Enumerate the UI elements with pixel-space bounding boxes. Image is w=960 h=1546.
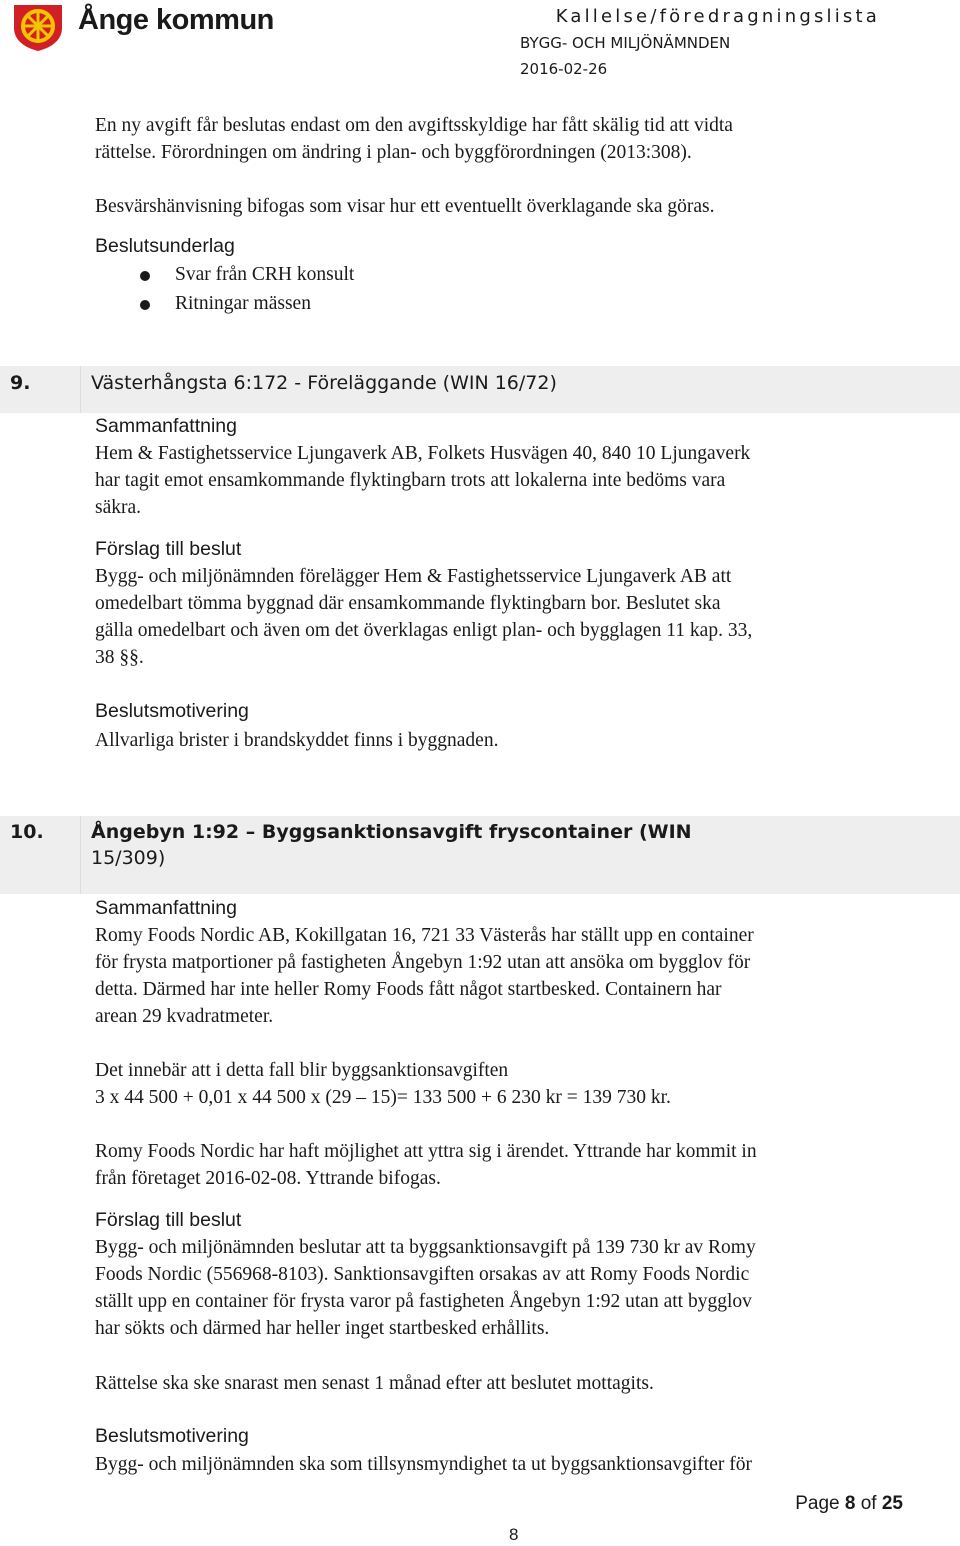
intro-paragraph-1: En ny avgift får beslutas endast om den avgiftsskyldige har fått skälig tid att vidta rättelse. Förordningen om ändring i plan- och byggförordningen (2013:308). — [95, 115, 733, 163]
board-name: BYGG- OCH MILJÖNÄMNDEN — [520, 34, 731, 52]
page-indicator: Page 8 of 25 — [795, 1493, 903, 1514]
forslag-heading: Förslag till beslut — [95, 1209, 242, 1231]
sammanfattning-text: Romy Foods Nordic AB, Kokillgatan 16, 721 33 Västerås har ställt upp en container för frysta matportioner på fastigheten Ångebyn 1:92 utan att ansöka om bygglov för detta. Därmed har inte heller Romy Foods fått något startbesked. Containern har arean 29 kvadratmeter. — [95, 925, 754, 1027]
forslag-text: Bygg- och miljönämnden förelägger Hem & Fastighetsservice Ljungaverk AB att omedelbart tömma byggnad där ensamkommande flyktingbarn bor. Beslutet ska gälla omedelbart och även om det överklagas enligt plan- och bygglagen 11 kap. 33, 38 §§. — [95, 566, 753, 668]
sammanfattning-text: Hem & Fastighetsservice Ljungaverk AB, Folkets Husvägen 40, 840 10 Ljungaverk har tagit emot ensamkommande flyktingbarn trots att lokalerna inte bedöms vara säkra. — [95, 443, 751, 518]
yttrande-text: Romy Foods Nordic har haft möjlighet att yttra sig i ärendet. Yttrande har kommit in från företaget 2016-02-08. Yttrande bifogas. — [95, 1141, 757, 1189]
beslutsmotivering-text: Bygg- och miljönämnden ska som tillsynsmyndighet ta ut byggsanktionsavgifter för — [95, 1454, 752, 1475]
agenda-item-9-header — [0, 366, 960, 413]
document-type: Kallelse/föredragningslista — [555, 6, 880, 27]
sammanfattning-heading: Sammanfattning — [95, 415, 237, 437]
agenda-item-number: 10. — [10, 821, 44, 843]
beslutsmotivering-heading: Beslutsmotivering — [95, 1425, 249, 1447]
agenda-item-title: Ångebyn 1:92 – Byggsanktionsavgift fryscontainer (WIN 15/309) — [91, 821, 692, 869]
rattelse-text: Rättelse ska ske snarast men senast 1 månad efter att beslutet mottagits. — [95, 1373, 654, 1394]
page-number: 8 — [509, 1525, 519, 1544]
bullet-icon — [140, 300, 150, 310]
intro-paragraph-2: Besvärshänvisning bifogas som visar hur ett eventuellt överklagande ska göras. — [95, 196, 715, 217]
bullet-icon — [140, 271, 150, 281]
beslutsunderlag-item: Ritningar mässen — [175, 293, 311, 314]
beslutsmotivering-heading: Beslutsmotivering — [95, 700, 249, 722]
agenda-item-title: Västerhångsta 6:172 - Föreläggande (WIN 16/72) — [91, 372, 557, 394]
sammanfattning-heading: Sammanfattning — [95, 897, 237, 919]
org-name: Ånge kommun — [78, 4, 274, 36]
beslutsunderlag-item: Svar från CRH konsult — [175, 264, 355, 285]
meeting-date: 2016-02-26 — [520, 60, 608, 78]
coat-of-arms-icon — [10, 2, 66, 52]
forslag-text: Bygg- och miljönämnden beslutar att ta byggsanktionsavgift på 139 730 kr av Romy Foods Nordic (556968-8103). Sanktionsavgiften orsakas av att Romy Foods Nordic ställt upp en container för frysta varor på fastigheten Ångebyn 1:92 utan att bygglov har sökts och därmed har heller inget startbesked erhållits. — [95, 1237, 756, 1339]
beslutsmotivering-text: Allvarliga brister i brandskyddet finns i byggnaden. — [95, 730, 499, 751]
forslag-heading: Förslag till beslut — [95, 538, 242, 560]
agenda-item-10-header — [0, 816, 960, 894]
agenda-item-number: 9. — [10, 372, 31, 394]
beslutsunderlag-heading: Beslutsunderlag — [95, 235, 235, 257]
calculation-text: Det innebär att i detta fall blir byggsanktionsavgiften 3 x 44 500 + 0,01 x 44 500 x (29 – 15)= 133 500 + 6 230 kr = 139 730 kr. — [95, 1060, 671, 1108]
